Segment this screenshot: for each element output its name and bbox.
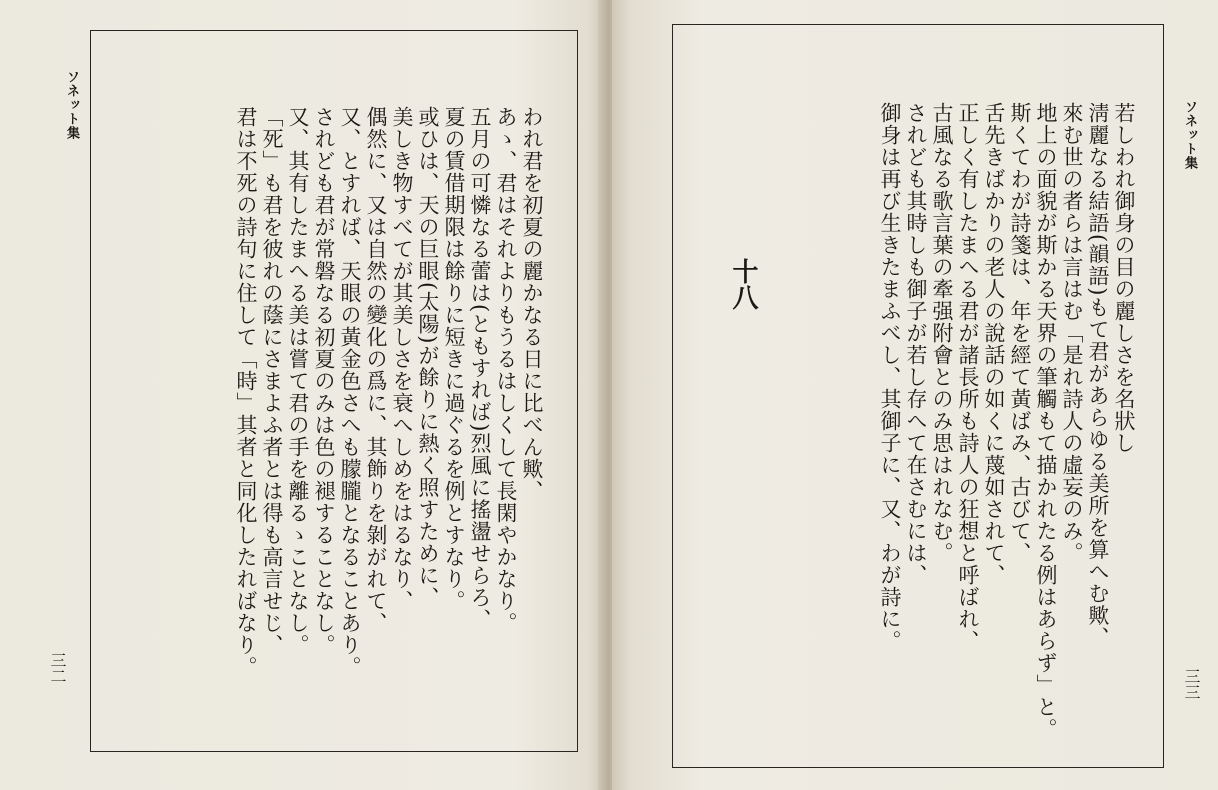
text-line: されども其時しも御子が若し存へて在さむには、 — [904, 102, 928, 586]
text-line: 夏の賃借期限は餘りに短きに過ぐるを例とすなり。 — [442, 106, 466, 612]
sonnet-number: 十八 — [728, 258, 758, 310]
text-line: 御身は再び生きたまふべし、其御子に、又、わが詩に。 — [878, 102, 902, 652]
text-line: 若しわれ御身の目の麗しさを名狀し — [1112, 102, 1136, 454]
text-line: 又、とすれば、天眼の黃金色さへも朦朧となることあり。 — [338, 106, 362, 678]
sonnet-text — [757, 102, 1137, 740]
text-line: 偶然に、又は自然の變化の爲に、其飾りを剝がれて、 — [364, 106, 388, 634]
text-line: 五月の可憐なる蕾は(ともすれば)烈風に搖盪せらろ、 — [468, 106, 492, 631]
text-line: 地上の面貌が斯かる天界の筆觸もて描かれたる例はあらず」と。 — [1034, 102, 1058, 740]
text-line: 美しき物すべてが其美しさを衰へしめをはるなり、 — [390, 106, 414, 612]
page-number: 三二 — [48, 652, 67, 684]
text-line: 舌先きばかりの老人の說話の如くに蔑如されて、 — [982, 102, 1006, 586]
running-head: ソネット集 — [1182, 100, 1197, 170]
text-line: されども君が常磐なる初夏のみは色の褪することなし。 — [312, 106, 336, 656]
text-line: 或ひは、天の巨眼(太陽)が餘りに熱く照すために、 — [416, 106, 440, 609]
text-line: われ君を初夏の麗かなる日に比べん歟、 — [520, 106, 544, 502]
sonnet-text — [105, 106, 545, 678]
text-line: 淸麗なる結語(韻語)もて君があらゆる美所を算へむ歟、 — [1086, 102, 1110, 649]
text-line: 「死」も君を彼れの蔭にさまよふ者とは得も高言せじ、 — [260, 106, 284, 656]
running-head: ソネット集 — [64, 70, 79, 140]
page-number: 三三 — [1182, 668, 1201, 700]
text-line: 斯くてわが詩箋は、年を經て黃ばみ、古びて、 — [1008, 102, 1032, 564]
text-line: 正しく有したまへる君が諸長所も詩人の狂想と呼ばれ、 — [956, 102, 980, 652]
text-line: 來む世の者らは言はむ「是れ詩人の虛妄のみ。 — [1060, 102, 1084, 564]
text-line: あゝ、君はそれよりもうるはしくして長閑やかなり。 — [494, 106, 518, 634]
text-line: 古風なる歌言葉の牽强附會とのみ思はれなむ。 — [930, 102, 954, 564]
text-line: 君は不死の詩句に住して「時」其者と同化したればなり。 — [234, 106, 258, 678]
text-line: 又、其有したまへる美は嘗て君の手を離るゝことなし。 — [286, 106, 310, 656]
left-page — [0, 0, 606, 790]
right-page — [612, 0, 1218, 790]
